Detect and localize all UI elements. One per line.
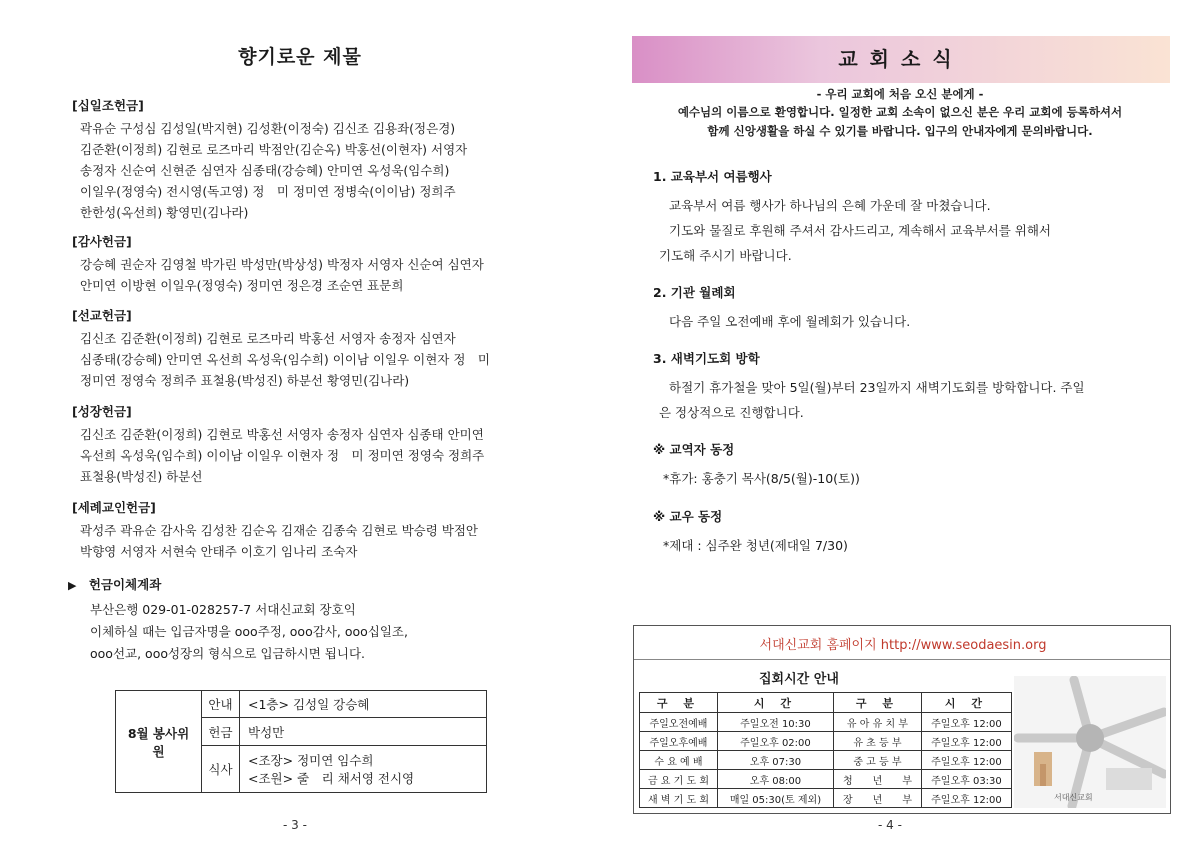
table-row: 주일오후예배 주일오후 02:00 유 초 등 부 주일오후 12:00 <box>640 732 1012 751</box>
offering-line: 박향영 서영자 서현숙 안태주 이호기 임나리 조숙자 <box>80 544 358 559</box>
table-row: 주일오전예배 주일오전 10:30 유 아 유 치 부 주일오후 12:00 <box>640 713 1012 732</box>
news-item-monthly-meeting <box>653 283 1183 334</box>
offering-line: 안미연 이방현 이일우(정영숙) 정미연 정은경 조순연 표문희 <box>80 278 404 293</box>
news-text: 다음 주일 오전예배 후에 월례회가 있습니다. <box>669 314 911 329</box>
page-title: 향기로운 제물 <box>238 46 362 68</box>
news-text: 기도해 주시기 바랍니다. <box>659 248 792 263</box>
bank-instruction: ooo선교, ooo성장의 형식으로 입금하시면 됩니다. <box>90 646 366 661</box>
news-item-education <box>653 167 1183 268</box>
table-header: 시 간 <box>717 693 833 713</box>
offering-line: 정미연 정영숙 정희주 표철용(박성진) 하분선 황영민(김나라) <box>80 373 410 388</box>
offering-line: 한한성(옥선희) 황영민(김나라) <box>80 205 249 220</box>
welcome-title: - 우리 교회에 처음 오신 분에게 - <box>816 87 984 101</box>
service-members: <조원> 줄 리 채서영 전시영 <box>248 770 415 786</box>
service-members: 박성만 <box>240 718 487 745</box>
table-header: 시 간 <box>921 693 1011 713</box>
offering-line: 강승혜 권순자 김영철 박가린 박성만(박상성) 박정자 서영자 신순여 심연자 <box>80 257 484 272</box>
offering-category: [감사헌금] <box>72 234 132 249</box>
offering-tithe <box>72 96 572 223</box>
news-text: 하절기 휴가철을 맞아 5일(월)부터 23일까지 새벽기도회를 방학합니다. 주일 <box>669 380 1085 395</box>
welcome-text: 예수님의 이름으로 환영합니다. 일정한 교회 소속이 없으신 분은 우리 교회에 등록하셔서 함께 신앙생활을 하실 수 있기를 바랍니다. 입구의 안내자에게 문의바랍니다. <box>677 105 1123 138</box>
schedule-title: 집회시간 안내 <box>759 672 839 687</box>
church-news-banner: 교회소식 <box>632 36 1170 83</box>
offering-line: 김준환(이정희) 김현로 로즈마리 박점안(김순옥) 박홍선(이현자) 서영자 <box>80 142 468 157</box>
offering-category: [세례교인헌금] <box>72 500 156 515</box>
news-text: 은 정상적으로 진행합니다. <box>659 405 804 420</box>
table-header: 구 분 <box>833 693 921 713</box>
schedule-table <box>639 692 1012 808</box>
news-text: 기도와 물질로 후원해 주셔서 감사드리고, 계속해서 교육부서를 위해서 <box>669 223 1051 238</box>
news-heading: 1. 교육부서 여름행사 <box>653 169 772 184</box>
offering-line: 곽유순 구성심 김성일(박지현) 김성환(이정숙) 김신조 김용좌(정은경) <box>80 121 456 136</box>
offering-thanks <box>72 232 572 296</box>
bank-transfer-section <box>68 575 568 665</box>
offering-line: 김신조 김준환(이정희) 김현로 로즈마리 박홍선 서영자 송정자 심연자 <box>80 331 456 346</box>
service-role: 헌금 <box>202 718 240 745</box>
offering-line: 김신조 김준환(이정희) 김현로 박홍선 서영자 송정자 심연자 심종태 안미연 <box>80 427 484 442</box>
location-map-image <box>1014 676 1166 808</box>
homepage-link[interactable]: 서대신교회 홈페이지 http://www.seodaesin.org <box>759 638 1047 653</box>
news-item-dawn-prayer <box>653 349 1183 425</box>
table-row: 금 요 기 도 회 오후 08:00 청 년 부 주일오후 03:30 <box>640 770 1012 789</box>
bank-instruction: 이체하실 때는 입금자명을 ooo주정, ooo감사, ooo십일조, <box>90 624 408 639</box>
service-role: 안내 <box>202 691 240 718</box>
service-members: <조장> 정미연 임수희 <box>248 752 374 768</box>
offering-category: [선교헌금] <box>72 308 132 323</box>
news-heading: 2. 기관 월례회 <box>653 285 736 300</box>
bank-heading: 헌금이체계좌 <box>88 577 162 592</box>
news-heading: ※ 교역자 동정 <box>653 442 735 457</box>
homepage-schedule-box <box>633 625 1171 814</box>
service-committee-table <box>115 690 487 793</box>
page-number: - 4 - <box>878 818 902 832</box>
offering-line: 송정자 신순여 신현준 심연자 심종태(강승혜) 안미연 옥성욱(임수희) <box>80 163 450 178</box>
news-item-member <box>653 507 1183 558</box>
news-text: *제대 : 심주완 청년(제대일 7/30) <box>663 538 848 553</box>
table-header: 구 분 <box>640 693 718 713</box>
right-page <box>600 0 1200 848</box>
news-text: 교육부서 여름 행사가 하나님의 은혜 가운데 잘 마쳤습니다. <box>669 198 991 213</box>
offering-category: [성장헌금] <box>72 404 132 419</box>
table-row: 수 요 예 배 오후 07:30 중 고 등 부 주일오후 12:00 <box>640 751 1012 770</box>
offering-line: 이일우(정영숙) 전시영(독고영) 정 미 정미연 정병숙(이이남) 정희주 <box>80 184 456 199</box>
offering-growth <box>72 402 572 487</box>
triangle-right-icon: ▶ <box>68 579 77 592</box>
service-members: <1층> 김성일 강승혜 <box>240 691 487 718</box>
offering-mission <box>72 306 572 391</box>
map-label: 서대신교회 <box>1054 793 1093 802</box>
service-role: 식사 <box>202 745 240 792</box>
bank-account: 부산은행 029-01-028257-7 서대신교회 장호익 <box>90 602 356 617</box>
offering-category: [십일조헌금] <box>72 98 144 113</box>
offering-line: 심종태(강승혜) 안미연 옥선희 옥성욱(임수희) 이이남 이일우 이현자 정 미 <box>80 352 490 367</box>
news-item-pastor <box>653 440 1183 491</box>
offering-line: 표철용(박성진) 하분선 <box>80 469 203 484</box>
offering-baptized <box>72 498 572 562</box>
news-heading: ※ 교우 동정 <box>653 509 723 524</box>
news-heading: 3. 새벽기도회 방학 <box>653 351 760 366</box>
service-label: 8월 봉사위원 <box>116 691 202 793</box>
offering-line: 옥선희 옥성욱(임수희) 이이남 이일우 이현자 정 미 정미연 정영숙 정희주 <box>80 448 485 463</box>
page-number: - 3 - <box>283 818 307 832</box>
news-text: *휴가: 홍충기 목사(8/5(월)-10(토)) <box>663 471 860 486</box>
divider <box>634 659 1170 660</box>
offering-line: 곽성주 곽유순 감사욱 김성찬 김순옥 김재순 김종숙 김현로 박승령 박점안 <box>80 523 479 538</box>
table-row: 새 벽 기 도 회 매일 05:30(토 제외) 장 년 부 주일오후 12:00 <box>640 789 1012 808</box>
